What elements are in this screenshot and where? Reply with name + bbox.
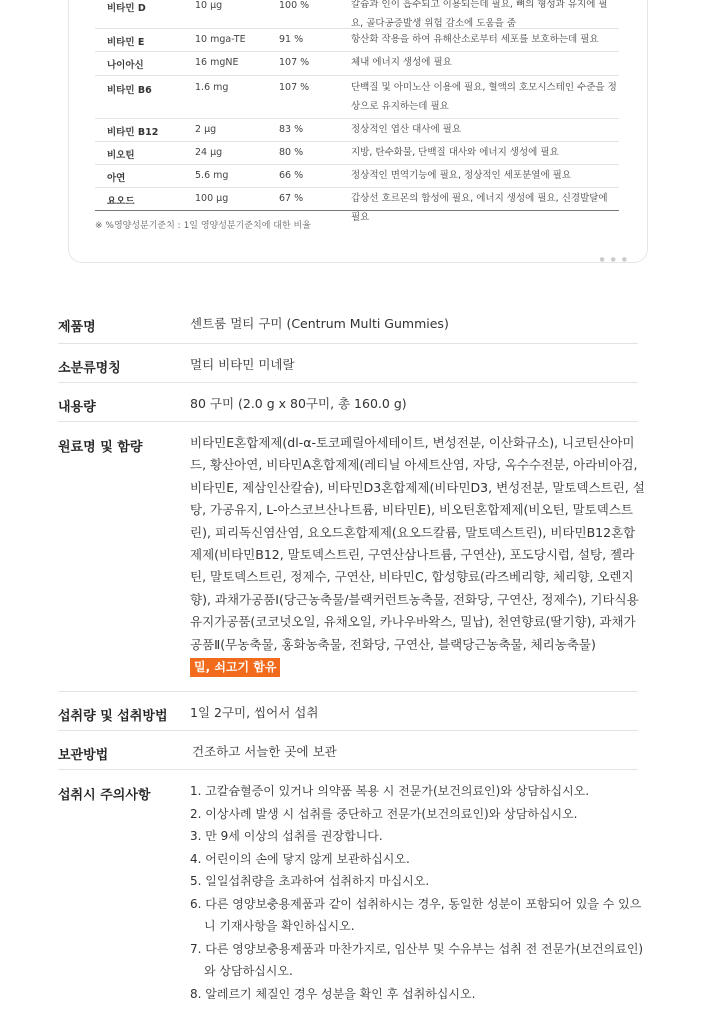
- nutrient-desc: 갑상선 호르몬의 합성에 필요, 에너지 생성에 필요, 신경발달에 필요: [351, 193, 608, 223]
- info-row-volume: [58, 383, 638, 422]
- caution-item: 8. 알레르기 체질인 경우 성분을 확인 후 섭취하십시오.: [190, 986, 476, 1001]
- info-row-ingredients: [58, 422, 645, 692]
- nutrient-row: [95, 76, 619, 119]
- nutrient-amount: 1.6 mg: [195, 82, 229, 93]
- info-row-category: [58, 344, 638, 383]
- nutrient-percent: 83 %: [279, 124, 304, 135]
- caution-item: 6. 다른 영양보충용제품과 같이 섭취하시는 경우, 동일한 성분이 포함되어 있을 수 있으니 기재사항을 확인하십시오.: [190, 896, 642, 933]
- nutrient-name: 비오틴: [107, 150, 135, 161]
- info-row-dosage: [58, 692, 638, 731]
- dosage-value: 1일 2구미, 씹어서 섭취: [190, 705, 319, 720]
- nutrient-desc: 칼슘과 인이 흡수되고 이용되는데 필요, 뼈의 형성과 유지에 필요, 골다공증발생 위험 감소에 도움을 줌: [351, 0, 608, 29]
- nutrient-amount: 100 μg: [195, 193, 229, 204]
- nutrient-row: [95, 142, 619, 165]
- nutrient-amount: 10 mga-TE: [195, 34, 246, 45]
- nutrient-name: 비타민 B6: [107, 85, 152, 96]
- caution-item: 4. 어린이의 손에 닿지 않게 보관하십시오.: [190, 851, 410, 866]
- category-value: 멀티 비타민 미네랄: [190, 357, 295, 372]
- nutrient-row: [95, 165, 619, 188]
- decorative-dots: ● ● ●: [599, 256, 629, 263]
- caution-item: 2. 이상사례 발생 시 섭취를 중단하고 전문가(보건의료인)와 상담하십시오.: [190, 806, 578, 821]
- allergen-badge: 밀, 쇠고기 함유: [190, 658, 280, 677]
- nutrient-name: 요오드: [107, 196, 135, 207]
- nutrient-percent: 100 %: [279, 0, 310, 11]
- storage-label: 보관방법: [58, 748, 109, 763]
- ingredients-block: [190, 432, 646, 678]
- nutrient-name: 나이아신: [107, 60, 144, 71]
- nutrient-name: 비타민 E: [107, 37, 145, 48]
- caution-item: 5. 일일섭취량을 초과하여 섭취하지 마십시오.: [190, 874, 430, 888]
- info-row-cautions: [58, 770, 644, 1010]
- cautions-label: 섭취시 주의사항: [58, 788, 151, 803]
- nutrient-percent: 80 %: [279, 147, 304, 158]
- nutrient-amount: 10 μg: [195, 0, 223, 11]
- nutrient-amount: 24 μg: [195, 147, 223, 158]
- caution-item: 1. 고칼슘혈증이 있거나 의약품 복용 시 전문가(보건의료인)와 상담하십시오.: [190, 784, 590, 798]
- nutrient-percent: 107 %: [279, 82, 310, 93]
- storage-value: 건조하고 서늘한 곳에 보관: [192, 744, 337, 759]
- caution-item: 3. 만 9세 이상의 섭취를 권장합니다.: [190, 829, 383, 843]
- info-row-storage: [58, 731, 638, 770]
- product-info-table: [58, 300, 645, 1010]
- nutrient-percent: 66 %: [279, 170, 304, 181]
- nutrient-name: 아연: [107, 173, 126, 184]
- nutrient-desc: 항산화 작용을 하여 유해산소로부터 세포를 보호하는데 필요: [351, 34, 599, 45]
- nutrition-table: [95, 0, 619, 223]
- info-row-product-name: [58, 300, 638, 344]
- category-label: 소분류명칭: [58, 361, 121, 376]
- daily-value-footnote: ※ %영양성분기준치 : 1일 영양성분기준치에 대한 비율: [95, 221, 311, 231]
- volume-label: 내용량: [58, 400, 96, 415]
- product-name-label: 제품명: [58, 320, 96, 335]
- cautions-block: [190, 780, 646, 1005]
- cautions-list: [190, 780, 646, 1005]
- nutrient-row: [95, 188, 619, 223]
- nutrient-amount: 16 mgNE: [195, 57, 239, 68]
- nutrition-card: [68, 0, 648, 263]
- nutrient-desc: 지방, 탄수화물, 단백질 대사와 에너지 생성에 필요: [351, 147, 559, 158]
- nutrient-amount: 2 μg: [195, 124, 217, 135]
- nutrient-row: [95, 119, 619, 142]
- nutrient-row: [95, 52, 619, 76]
- nutrient-desc: 정상적인 엽산 대사에 필요: [351, 124, 462, 135]
- nutrient-row: [95, 29, 619, 52]
- nutrient-desc: 단백질 및 아미노산 이용에 필요, 혈액의 호모시스테인 수준을 정상으로 유지하는데 필요: [351, 82, 617, 112]
- ingredients-text: 비타민E혼합제제(dl-α-토코페릴아세테이트, 변성전분, 이산화규소), 니코틴산아미드, 황산아연, 비타민A혼합제제(레티닐 아세트산염, 자당, 옥수수전분, 아라비아검, 비타민E, 제삼인산칼슘), 비타민D3혼합제제(비타민D3, 변성전분, 말토덱스트린, 설탕, 가공유지, L-아스코브산나트륨, 비타민E), 비오틴혼합제제(비오틴, 말토덱스트린), 피리독신염산염, 요오드혼합제제(요오드칼륨, 말토덱스트린), 비타민B12혼합제제(비타민B12, 말토덱스트린, 구연산삼나트륨, 구연산), 포도당시럽, 설탕, 젤라틴, 말토덱스트린, 정제수, 구연산, 비타민C, 합성향료(라즈베리향, 체리향, 오렌지향), 과채가공품Ⅰ(당근농축물/블랙커런트농축물, 전화당, 구연산, 정제수), 기타식용유지가공품(코코넛오일, 유채오일, 카나우바왁스, 밀납), 천연향료(딸기향), 과채가공품Ⅱ(무농축물, 홍화농축물, 전화당, 구연산, 블랙당근농축물, 체리농축물): [190, 435, 645, 652]
- nutrient-desc: 정상적인 면역기능에 필요, 정상적인 세포분열에 필요: [351, 170, 572, 181]
- nutrient-amount: 5.6 mg: [195, 170, 229, 181]
- nutrient-percent: 67 %: [279, 193, 304, 204]
- nutrient-desc: 체내 에너지 생성에 필요: [351, 57, 452, 68]
- ingredients-label: 원료명 및 함량: [58, 440, 143, 455]
- caution-item: 7. 다른 영양보충용제품과 마찬가지로, 임산부 및 수유부는 섭취 전 전문가(보건의료인)와 상담하십시오.: [190, 941, 644, 978]
- nutrient-percent: 107 %: [279, 57, 310, 68]
- product-name-value: 센트룸 멀티 구미 (Centrum Multi Gummies): [190, 316, 449, 331]
- volume-value: 80 구미 (2.0 g x 80구미, 총 160.0 g): [190, 396, 407, 411]
- nutrient-row: [95, 0, 619, 29]
- nutrient-name: 비타민 B12: [107, 127, 159, 138]
- nutrient-percent: 91 %: [279, 34, 304, 45]
- dosage-label: 섭취량 및 섭취방법: [58, 709, 168, 724]
- nutrient-name: 비타민 D: [107, 3, 146, 14]
